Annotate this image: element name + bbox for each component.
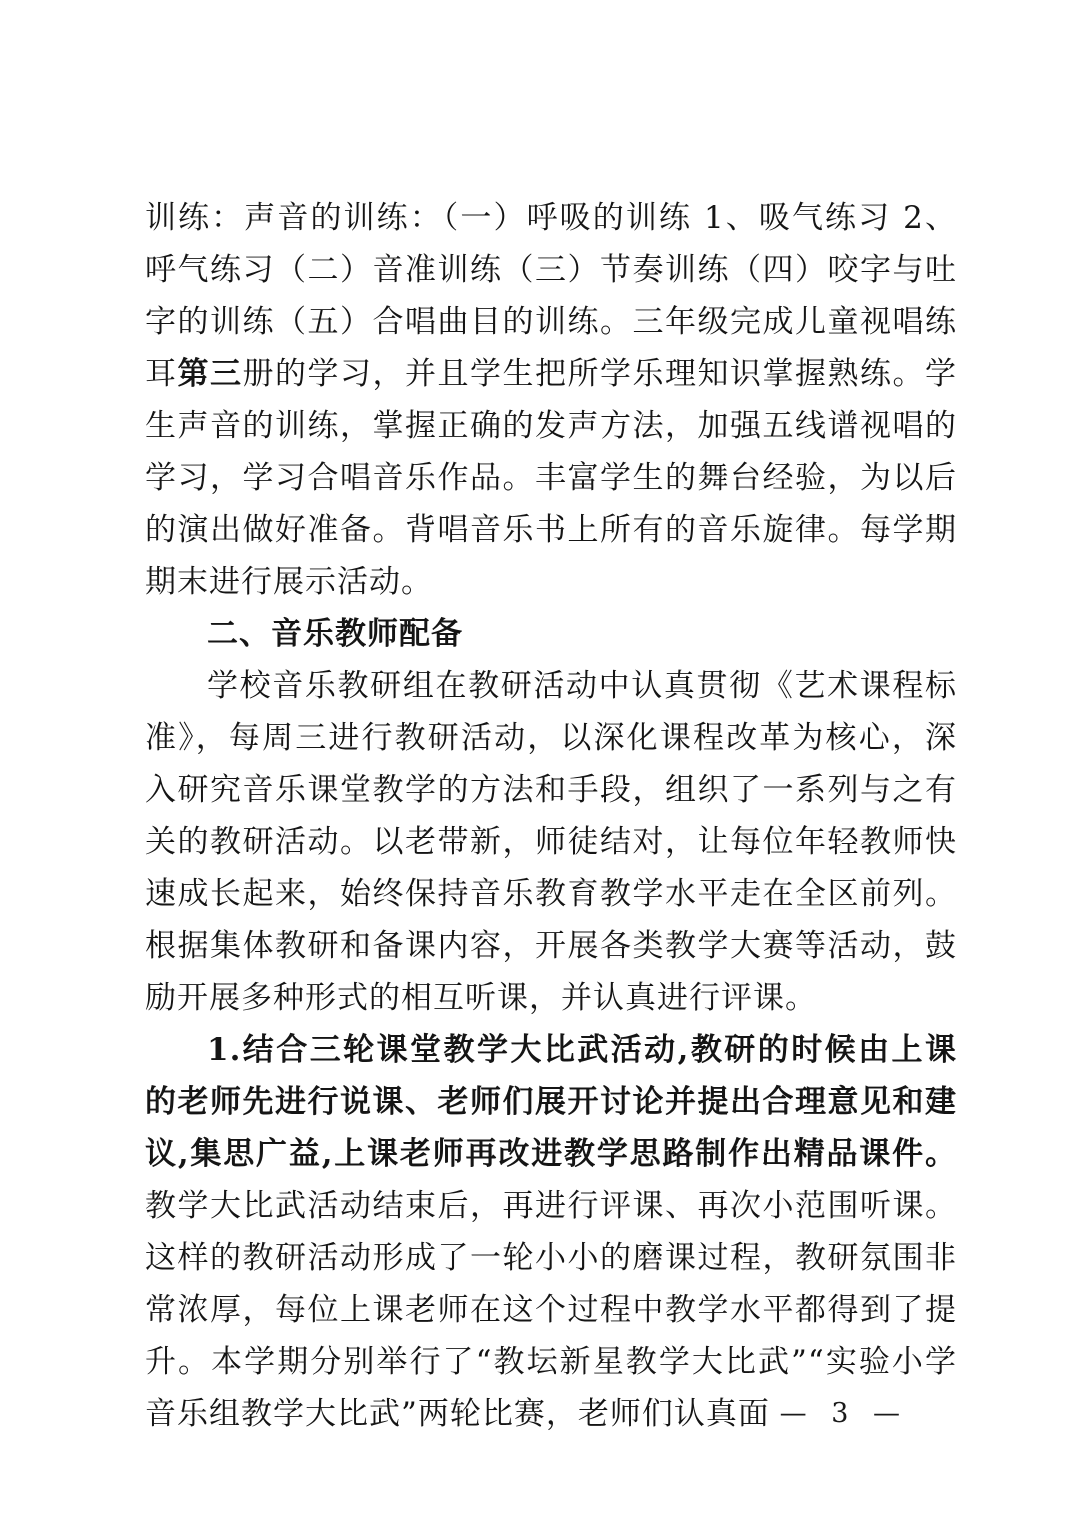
- text-block: [145, 192, 957, 1440]
- body-text-segment: 训练：声音的训练：（一）呼吸的训练 1、吸气练习 2、呼气练习（二）音准训练（三）节奏训练（四）咬字与吐字的训练（五）合唱曲目的训练。三年级完成儿童视唱练耳: [145, 200, 957, 392]
- section-heading-text: 二、音乐教师配备: [207, 616, 463, 652]
- body-text-segment: 册的学习，并且学生把所学乐理知识掌握熟练。学生声音的训练，掌握正确的发声方法，加强五线谱视唱的学习，学习合唱音乐作品。丰富学生的舞台经验，为以后的演出做好准备。背唱音乐书上所有的音乐旋律。每学期期末进行展示活动。: [145, 356, 957, 600]
- body-text-segment: 教学大比武活动结束后，再进行评课、再次小范围听课。这样的教研活动形成了一轮小小的磨课过程，教研氛围非常浓厚，每位上课老师在这个过程中教学水平都得到了提升。本学期分别举行了“教坛新星教学大比武”“实验小学音乐组教学大比武”两轮比赛，老师们认真面: [145, 1188, 957, 1432]
- body-text-segment: 学校音乐教研组在教研活动中认真贯彻《艺术课程标准》，每周三进行教研活动，以深化课程改革为核心，深入研究音乐课堂教学的方法和手段，组织了一系列与之有关的教研活动。以老带新，师徒结对，让每位年轻教师快速成长起来，始终保持音乐教育教学水平走在全区前列。根据集体教研和备课内容，开展各类教学大赛等活动，鼓励开展多种形式的相互听课，并认真进行评课。: [145, 668, 957, 1016]
- section-heading: [145, 608, 957, 660]
- body-paragraph: [145, 192, 957, 608]
- page-footer: [0, 1398, 1080, 1438]
- body-paragraph: [145, 1024, 957, 1440]
- body-paragraph: [145, 660, 957, 1024]
- body-text-segment-bold: 1.结合三轮课堂教学大比武活动,教研的时候由上课的老师先进行说课、老师们展开讨论并提出合理意见和建议,集思广益,上课老师再改进教学思路制作出精品课件。: [145, 1032, 957, 1172]
- body-text-segment-bold: 第三: [177, 356, 243, 392]
- page-number: — 3 —: [779, 1398, 908, 1429]
